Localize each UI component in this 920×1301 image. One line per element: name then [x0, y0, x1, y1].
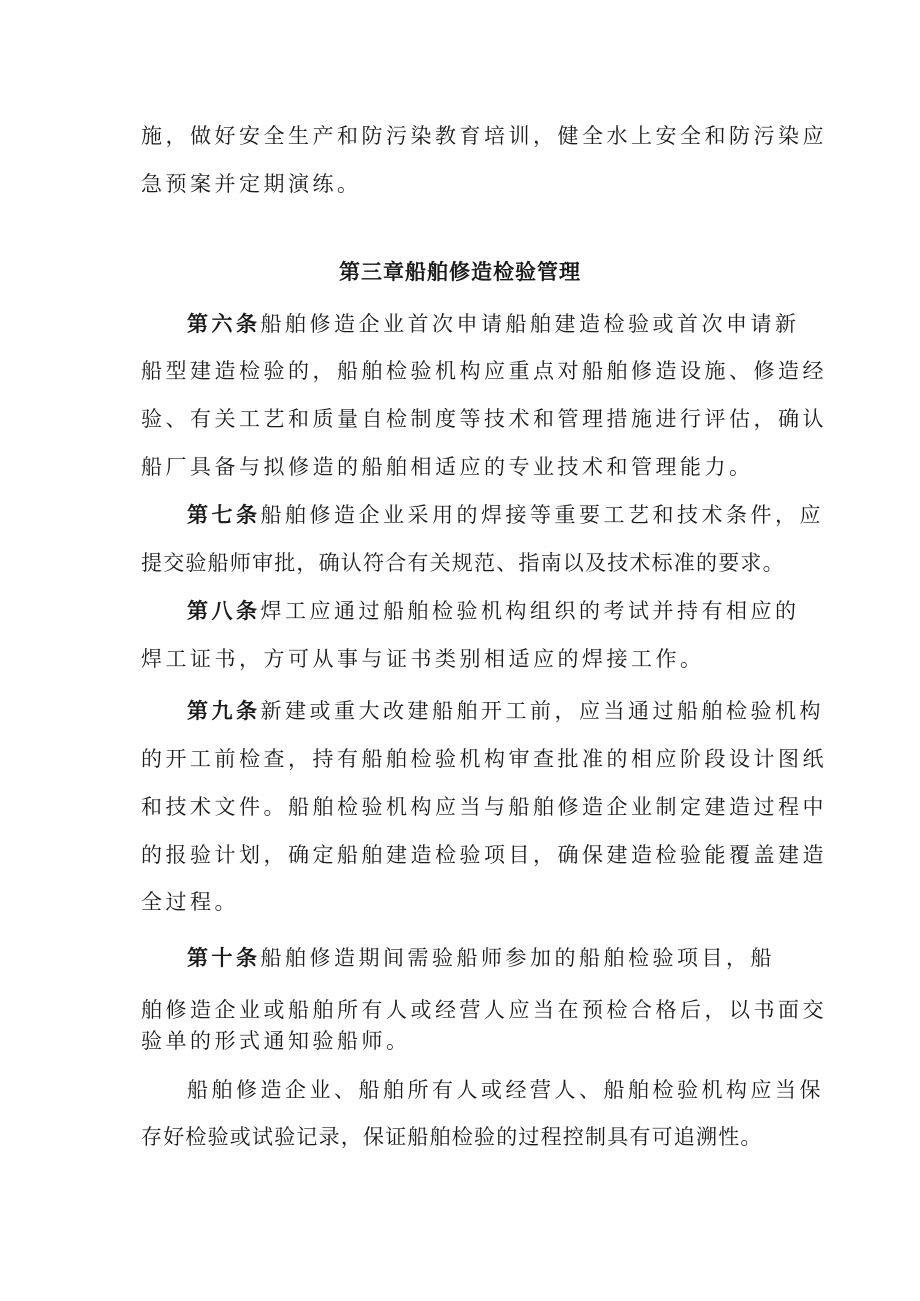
intro-line-2: 急预案并定期演练。 [141, 172, 362, 196]
article-9-number: 第九条 [187, 698, 261, 723]
article-7-line-2: 提交验船师审批，确认符合有关规范、指南以及技术标准的要求。 [141, 551, 785, 575]
article-10-first-line [187, 944, 775, 972]
article-9-line-2: 的开工前检查，持有船舶检验机构审查批准的相应阶段设计图纸 [141, 747, 827, 771]
closing-line-1: 船舶修造企业、船舶所有人或经营人、船舶检验机构应当保 [187, 1078, 824, 1102]
article-8-first-line [187, 597, 800, 625]
article-8-text: 焊工应通过船舶检验机构组织的考试并持有相应的 [260, 599, 800, 623]
article-9-line-3: 和技术文件。船舶检验机构应当与船舶修造企业制定建造过程中 [141, 795, 827, 819]
article-7-number: 第七条 [187, 502, 261, 527]
article-9-line-4: 的报验计划，确定船舶建造检验项目，确保建造检验能覆盖建造 [141, 843, 827, 867]
article-6-line-4: 船厂具备与拟修造的船舶相适应的专业技术和管理能力。 [141, 455, 754, 479]
article-6-line-3: 验、有关工艺和质量自检制度等技术和管理措施进行评估，确认 [141, 407, 827, 431]
article-8-number: 第八条 [187, 598, 261, 623]
article-6-number: 第六条 [187, 311, 261, 336]
article-7-first-line [187, 501, 824, 529]
closing-line-2: 存好检验或试验记录，保证船舶检验的过程控制具有可追溯性。 [141, 1125, 763, 1149]
article-6-line-2: 船型建造检验的，船舶检验机构应重点对船舶修造设施、修造经 [141, 359, 827, 383]
article-9-first-line [187, 697, 824, 725]
article-10-text: 船舶修造期间需验船师参加的船舶检验项目，船 [260, 946, 775, 970]
article-7-text: 船舶修造企业采用的焊接等重要工艺和技术条件，应 [260, 503, 824, 527]
article-9-text: 新建或重大改建船舶开工前，应当通过船舶检验机构 [260, 699, 824, 723]
article-10-line-3: 验单的形式通知验船师。 [141, 1029, 411, 1053]
intro-line-1: 施，做好安全生产和防污染教育培训，健全水上安全和防污染应 [141, 124, 827, 148]
chapter-heading: 第三章船舶修造检验管理 [339, 259, 581, 284]
article-10-line-2: 舶修造企业或船舶所有人或经营人应当在预检合格后，以书面交 [141, 998, 827, 1022]
article-9-line-5: 全过程。 [141, 890, 239, 914]
article-10-number: 第十条 [187, 945, 261, 970]
article-6-first-line [187, 310, 800, 338]
article-8-line-2: 焊工证书，方可从事与证书类别相适应的焊接工作。 [141, 647, 705, 671]
article-6-text: 船舶修造企业首次申请船舶建造检验或首次申请新 [260, 312, 800, 336]
